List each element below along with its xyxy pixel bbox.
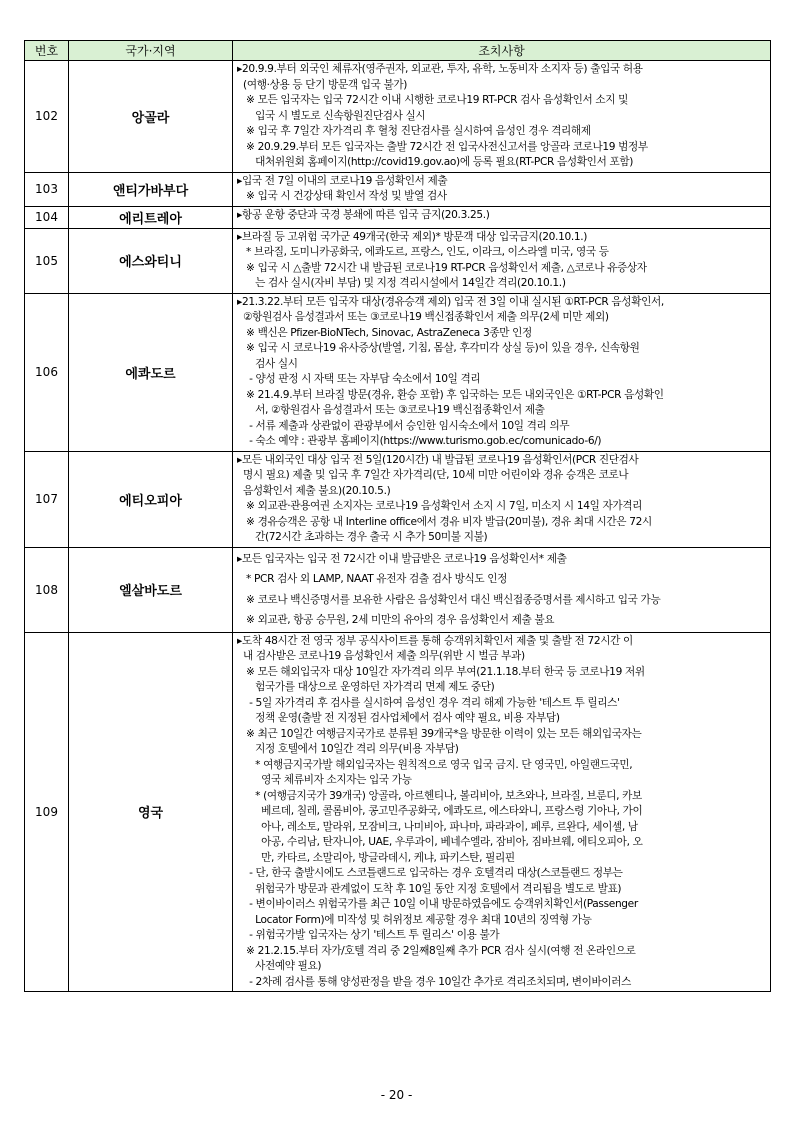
- country-name: 에리트레아: [69, 206, 233, 228]
- measures-cell: [233, 451, 771, 547]
- measure-line: - 변이바이러스 위험국가를 최근 10일 이내 방문하였음에도 승객위치확인서(Passenger: [237, 898, 638, 910]
- country-name: 앙골라: [69, 61, 233, 173]
- table-row: [25, 172, 771, 206]
- measure-line: ②항원검사 음성결과서 또는 ③코로나19 백신접종확인서 제출 의무(2세 미만 제외): [237, 311, 609, 323]
- country-name: 엘살바도르: [69, 547, 233, 632]
- table-row: [25, 61, 771, 173]
- measures-cell: [233, 206, 771, 228]
- measure-line: 사전예약 필요): [237, 960, 322, 972]
- row-number: 106: [25, 293, 69, 451]
- measure-line: 아나, 레소토, 말라위, 모잠비크, 나미비아, 파나마, 파라과이, 페루, 르완다, 세이셸, 남: [237, 820, 638, 833]
- measure-line: ※ 코로나 백신증명서를 보유한 사람은 음성확인서 대신 백신접종증명서를 제시하고 입국 가능: [237, 593, 661, 606]
- measure-line: 서, ②항원검사 음성결과서 또는 ③코로나19 백신접종확인서 제출: [237, 404, 545, 416]
- measure-line: - 2차례 검사를 통해 양성판정을 받을 경우 10일간 추가로 격리조치되며, 변이바이러스: [237, 975, 632, 988]
- measure-line: ※ 외교관·관용여권 소지자는 코로나19 음성확인서 소지 시 7일, 미소지 시 14일 자가격리: [237, 500, 643, 512]
- measure-line: 영국 체류비자 소지자는 입국 가능: [237, 774, 412, 786]
- measure-line: ▸21.3.22.부터 모든 입국자 대상(경유승객 제외) 입국 전 3일 이내 실시된 ①RT-PCR 음성확인서,: [237, 295, 664, 308]
- measure-line: ▸모든 입국자는 입국 전 72시간 이내 발급받은 코로나19 음성확인서* 제출: [237, 552, 567, 565]
- page-number: - 20 -: [380, 1088, 413, 1102]
- measures-cell: [233, 547, 771, 632]
- measure-line: 정책 운영(출발 전 지정된 검사업체에서 검사 예약 필요, 비용 자부담): [237, 712, 560, 724]
- measure-line: 위험국가 방문과 관계없이 도착 후 10일 동안 지정 호텔에서 격리됨을 별도로 발표): [237, 882, 622, 895]
- table-header-row: [25, 41, 771, 61]
- measure-line: 간(72시간 초과하는 경우 출국 시 추가 50미불 지불): [237, 531, 488, 543]
- measure-line: Locator Form)에 미작성 및 허위정보 제공할 경우 최대 10년의 징역형 가능: [237, 913, 592, 926]
- measure-line: ※ 모든 해외입국자 대상 10일간 자가격리 의무 부여(21.1.18.부터 한국 등 코로나19 저위: [237, 665, 645, 678]
- measure-line: - 단, 한국 출발시에도 스코틀랜드로 입국하는 경우 호텔격리 대상(스코틀랜드 정부는: [237, 867, 623, 879]
- table-row: [25, 293, 771, 451]
- measures-table: [24, 40, 771, 992]
- header-number: 번호: [25, 41, 69, 61]
- measure-line: * 브라질, 도미니카공화국, 에콰도르, 프랑스, 인도, 이라크, 이스라엘 미국, 영국 등: [237, 246, 609, 258]
- measure-line: 만, 카타르, 소말리아, 방글라데시, 케냐, 파키스탄, 필리핀: [237, 851, 515, 864]
- measures-cell: [233, 61, 771, 173]
- row-number: 108: [25, 547, 69, 632]
- table-row: [25, 547, 771, 632]
- measure-line: - 숙소 예약 : 관광부 홈페이지(https://www.turismo.gob.ec/comunicado-6/): [237, 435, 602, 447]
- measure-line: ※ 입국 시 △출발 72시간 내 발급된 코로나19 RT-PCR 음성확인서 제출, △코로나 유증상자: [237, 261, 647, 274]
- measure-line: * 여행금지국가발 해외입국자는 원칙적으로 영국 입국 금지. 단 영국민, 아일랜드국민,: [237, 758, 633, 771]
- row-number: 109: [25, 632, 69, 992]
- country-name: 앤티가바부다: [69, 172, 233, 206]
- measure-line: 아공, 수리남, 탄자니아, UAE, 우루과이, 베네수엘라, 잠비아, 짐바브웨, 에티오피아, 오: [237, 836, 643, 848]
- row-number: 104: [25, 206, 69, 228]
- measure-line: ※ 입국 시 건강상태 확인서 작성 및 발열 검사: [237, 190, 447, 202]
- measure-line: - 5일 자가격리 후 검사를 실시하여 음성인 경우 격리 해제 가능한 '테스트 투 릴리스': [237, 696, 620, 709]
- measure-line: ※ 20.9.29.부터 모든 입국자는 출발 72시간 전 입국사전신고서를 앙골라 코로나19 범정부: [237, 140, 648, 153]
- measure-line: 음성확인서 제출 불요)(20.10.5.): [237, 484, 391, 497]
- header-country: 국가·지역: [69, 41, 233, 61]
- table-row: [25, 632, 771, 992]
- measure-line: - 서류 제출과 상관없이 관광부에서 승인한 임시숙소에서 10일 격리 의무: [237, 419, 570, 432]
- measure-line: ▸브라질 등 고위험 국가군 49개국(한국 제외)* 방문객 대상 입국금지(20.10.1.): [237, 230, 588, 243]
- measure-line: ※ 입국 후 7일간 자가격리 후 혈청 진단검사를 실시하여 음성인 경우 격리해제: [237, 125, 591, 137]
- table-row: [25, 451, 771, 547]
- measure-line: 지정 호텔에서 10일간 격리 의무(비용 자부담): [237, 743, 459, 755]
- measure-line: 명시 필요) 제출 및 입국 후 7일간 자가격리(단, 10세 미만 어린이와 경유 승객은 코로나: [237, 469, 629, 481]
- country-name: 영국: [69, 632, 233, 992]
- measure-line: ▸모든 내외국인 대상 입국 전 5일(120시간) 내 발급된 코로나19 음성확인서(PCR 진단검사: [237, 453, 639, 466]
- header-measures: 조치사항: [233, 41, 771, 61]
- country-name: 에티오피아: [69, 451, 233, 547]
- measure-line: * PCR 검사 외 LAMP, NAAT 유전자 검출 검사 방식도 인정: [237, 573, 508, 585]
- measure-line: ※ 최근 10일간 여행금지국가로 분류된 39개국*을 방문한 이력이 있는 모든 해외입국자는: [237, 727, 642, 740]
- measure-line: ※ 21.2.15.부터 자가/호텔 격리 중 2일째8일째 추가 PCR 검사 실시(여행 전 온라인으로: [237, 944, 636, 957]
- measures-cell: [233, 293, 771, 451]
- measure-line: - 양성 판정 시 자택 또는 자부담 숙소에서 10일 격리: [237, 373, 481, 385]
- measure-line: 험국가를 대상으로 운영하던 자가격리 면제 제도 중단): [237, 681, 495, 693]
- measure-line: 는 검사 실시(자비 부담) 및 지정 격리시설에서 14일간 격리(20.10.1.): [237, 277, 566, 289]
- measure-line: 베르데, 칠레, 콜롬비아, 콩고민주공화국, 에콰도르, 에스타와니, 프랑스령 기아나, 가이: [237, 805, 643, 817]
- measures-cell: [233, 228, 771, 293]
- measure-line: 입국 시 별도로 신속항원진단검사 실시: [237, 109, 426, 122]
- row-number: 105: [25, 228, 69, 293]
- measure-line: 대처위원회 홈페이지(http://covid19.gov.ao)에 등록 필요(RT-PCR 음성확인서 포함): [237, 156, 634, 168]
- measure-line: ※ 모든 입국자는 입국 72시간 이내 시행한 코로나19 RT-PCR 검사 음성확인서 소지 및: [237, 94, 629, 106]
- measures-cell: [233, 632, 771, 992]
- measure-line: (여행·상용 등 단기 방문객 입국 불가): [237, 78, 408, 91]
- measure-line: ※ 경유승객은 공항 내 Interline office에서 경유 비자 발급(20미불), 경유 최대 시간은 72시: [237, 515, 652, 528]
- table-row: [25, 228, 771, 293]
- measure-line: 내 검사받은 코로나19 음성확인서 제출 의무(위반 시 벌금 부과): [237, 650, 525, 662]
- measure-line: ※ 입국 시 코로나19 유사증상(발열, 기침, 몸살, 후각미각 상실 등)이 있을 경우, 신속항원: [237, 342, 640, 354]
- country-name: 에콰도르: [69, 293, 233, 451]
- measure-line: ▸항공 운항 중단과 국경 봉쇄에 따른 입국 금지(20.3.25.): [237, 208, 490, 221]
- measure-line: 검사 실시: [237, 357, 298, 370]
- table-row: [25, 206, 771, 228]
- measure-line: ※ 외교관, 항공 승무원, 2세 미만의 유아의 경우 음성확인서 제출 불요: [237, 614, 555, 626]
- measure-line: * (여행금지국가 39개국) 앙골라, 아르헨티나, 볼리비아, 보츠와나, 브라질, 브룬디, 카보: [237, 789, 642, 802]
- measure-line: ▸20.9.9.부터 외국인 체류자(영주권자, 외교관, 투자, 유학, 노동비자 소지자 등) 출입국 허용: [237, 63, 643, 75]
- measure-line: ▸입국 전 7일 이내의 코로나19 음성확인서 제출: [237, 174, 448, 187]
- row-number: 103: [25, 172, 69, 206]
- measure-line: ※ 백신은 Pfizer-BioNTech, Sinovac, AstraZeneca 3종만 인정: [237, 326, 532, 339]
- row-number: 107: [25, 451, 69, 547]
- measure-line: ▸도착 48시간 전 영국 정부 공식사이트를 통해 승객위치확인서 제출 및 출발 전 72시간 이: [237, 634, 633, 647]
- measure-line: - 위험국가발 입국자는 상기 '테스트 투 릴리스' 이용 불가: [237, 929, 500, 941]
- country-name: 에스와티니: [69, 228, 233, 293]
- row-number: 102: [25, 61, 69, 173]
- measure-line: ※ 21.4.9.부터 브라질 방문(경유, 환승 포함) 후 입국하는 모든 내외국인은 ①RT-PCR 음성확인: [237, 388, 664, 401]
- measures-cell: [233, 172, 771, 206]
